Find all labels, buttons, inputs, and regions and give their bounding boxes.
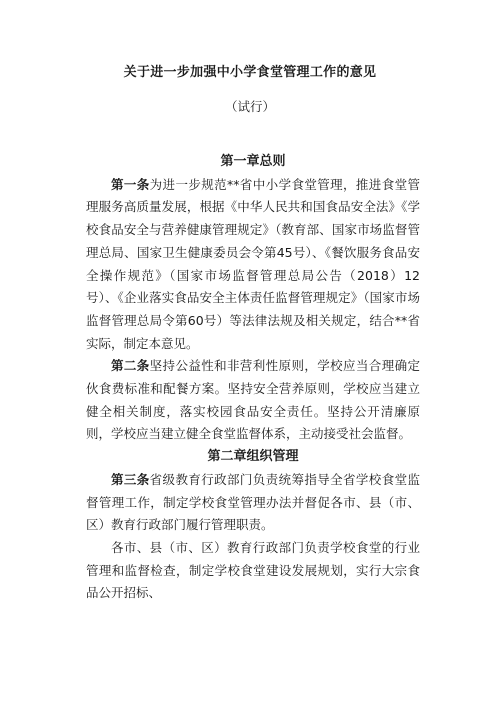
document-body (86, 151, 420, 605)
document-title: 关于进一步加强中小学食堂管理工作的意见 (123, 65, 377, 80)
chapter-heading-2: 第二章组织管理 (207, 449, 299, 465)
article-2 (86, 355, 420, 446)
article-3-text: 省级教育行政部门负责统筹指导全省学校食堂监督管理工作，制定学校食堂管理办法并督促各市、县（市、区）教育行政部门履行管理职责。 (86, 471, 420, 533)
article-3-label: 第三条 (111, 471, 150, 487)
article-1-label: 第一条 (111, 176, 150, 192)
paragraph-4: 各市、县（市、区）教育行政部门负责学校食堂的行业管理和监督检查，制定学校食堂建设发展规划，实行大宗食品公开招标、 (86, 539, 420, 601)
document-subtitle: （试行） (224, 99, 275, 114)
article-3 (86, 469, 420, 537)
article-1 (86, 174, 420, 356)
article-2-label: 第二条 (111, 358, 150, 374)
chapter-heading-1: 第一章总则 (220, 154, 286, 169)
article-1-text: 为进一步规范**省中小学食堂管理，推进食堂管理服务高质量发展，根据《中华人民共和国食品安全法》《学校食品安全与营养健康管理规定》（教育部、国家市场监督管理总局、国家卫生健康委员会令第45号）、《餐饮服务食品安全操作规范》（国家市场监督管理总局公告（2018）12号）、《企业落实食品安全主体责任监督管理规定》（国家市场监督管理总局令第60号）等法律法规及相关规定，结合**省实际，制定本意见。 (86, 176, 420, 351)
article-2-text: 坚持公益性和非营利性原则，学校应当合理确定伙食费标准和配餐方案。坚持安全营养原则，学校应当建立健全相关制度，落实校园食品安全责任。坚持公开清廉原则，学校应当建立健全食堂监督体系，主动接受社会监督。 (86, 358, 420, 442)
